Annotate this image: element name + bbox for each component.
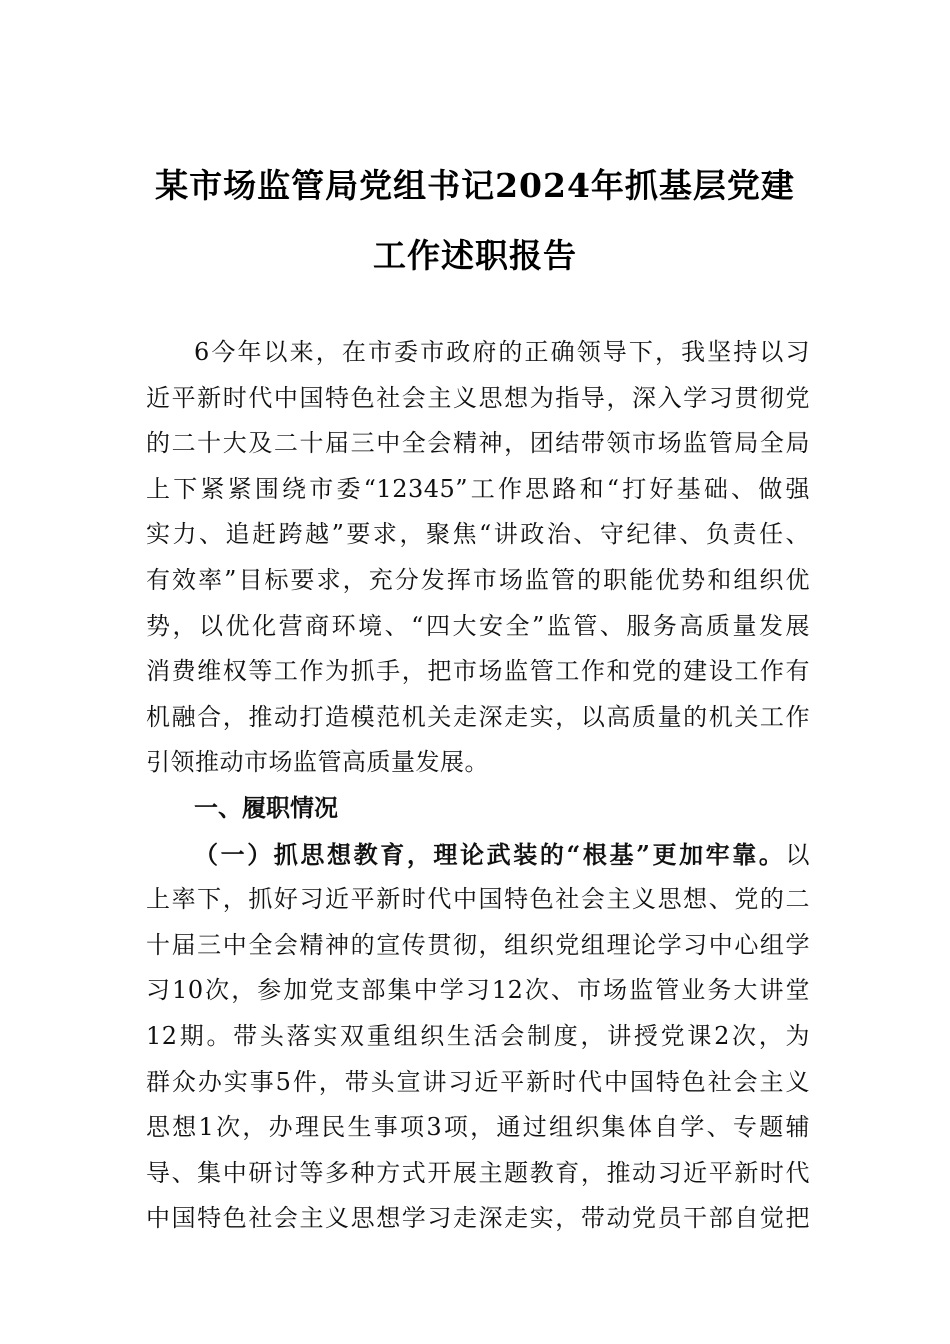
paragraph-line: 的二十大及二十届三中全会精神，团结带领市场监管局全局 bbox=[146, 429, 810, 458]
paragraph-line: 上下紧紧围绕市委“12345”工作思路和“打好基础、做强 bbox=[146, 474, 810, 503]
document-body bbox=[146, 330, 810, 1242]
paragraph-line: 引领推动市场监管高质量发展。 bbox=[146, 748, 489, 777]
paragraph-line: 6今年以来，在市委市政府的正确领导下，我坚持以习 bbox=[194, 338, 810, 366]
paragraph-line: 机融合，推动打造模范机关走深走实，以高质量的机关工作 bbox=[146, 702, 810, 731]
paragraph-line: 近平新时代中国特色社会主义思想为指导，深入学习贯彻党 bbox=[146, 383, 810, 412]
subsection-first-line bbox=[146, 832, 810, 878]
paragraph-line: 上率下，抓好习近平新时代中国特色社会主义思想、党的二 bbox=[146, 885, 810, 914]
paragraph-line: 群众办实事5件，带头宣讲习近平新时代中国特色社会主义 bbox=[146, 1067, 810, 1096]
paragraph-line: 实力、追赶跨越”要求，聚焦“讲政治、守纪律、负责任、 bbox=[146, 520, 810, 549]
section-heading: 一、履职情况 bbox=[194, 793, 338, 822]
paragraph-line: 导、集中研讨等多种方式开展主题教育，推动习近平新时代 bbox=[146, 1158, 810, 1187]
document-title-line-1: 某市场监管局党组书记2024年抓基层党建 bbox=[155, 166, 795, 205]
paragraph-line: 思想1次，办理民生事项3项，通过组织集体自学、专题辅 bbox=[146, 1113, 810, 1142]
paragraph-line: 12期。带头落实双重组织生活会制度，讲授党课2次，为 bbox=[146, 1021, 810, 1050]
paragraph-line: 中国特色社会主义思想学习走深走实，带动党员干部自觉把 bbox=[146, 1204, 810, 1233]
paragraph-line: 习10次，参加党支部集中学习12次、市场监管业务大讲堂 bbox=[146, 976, 810, 1005]
subsection-first-line-tail: 以 bbox=[785, 840, 810, 869]
paragraph-line: 消费维权等工作为抓手，把市场监管工作和党的建设工作有 bbox=[146, 657, 810, 686]
subsection-title: （一）抓思想教育，理论武装的“根基”更加牢靠。 bbox=[194, 839, 786, 869]
paragraph-line: 有效率”目标要求，充分发挥市场监管的职能优势和组织优 bbox=[146, 565, 810, 594]
paragraph-line: 十届三中全会精神的宣传贯彻，组织党组理论学习中心组学 bbox=[146, 930, 810, 959]
document-title-line-2: 工作述职报告 bbox=[373, 236, 577, 275]
paragraph-line: 势，以优化营商环境、“四大安全”监管、服务高质量发展 bbox=[146, 611, 810, 640]
